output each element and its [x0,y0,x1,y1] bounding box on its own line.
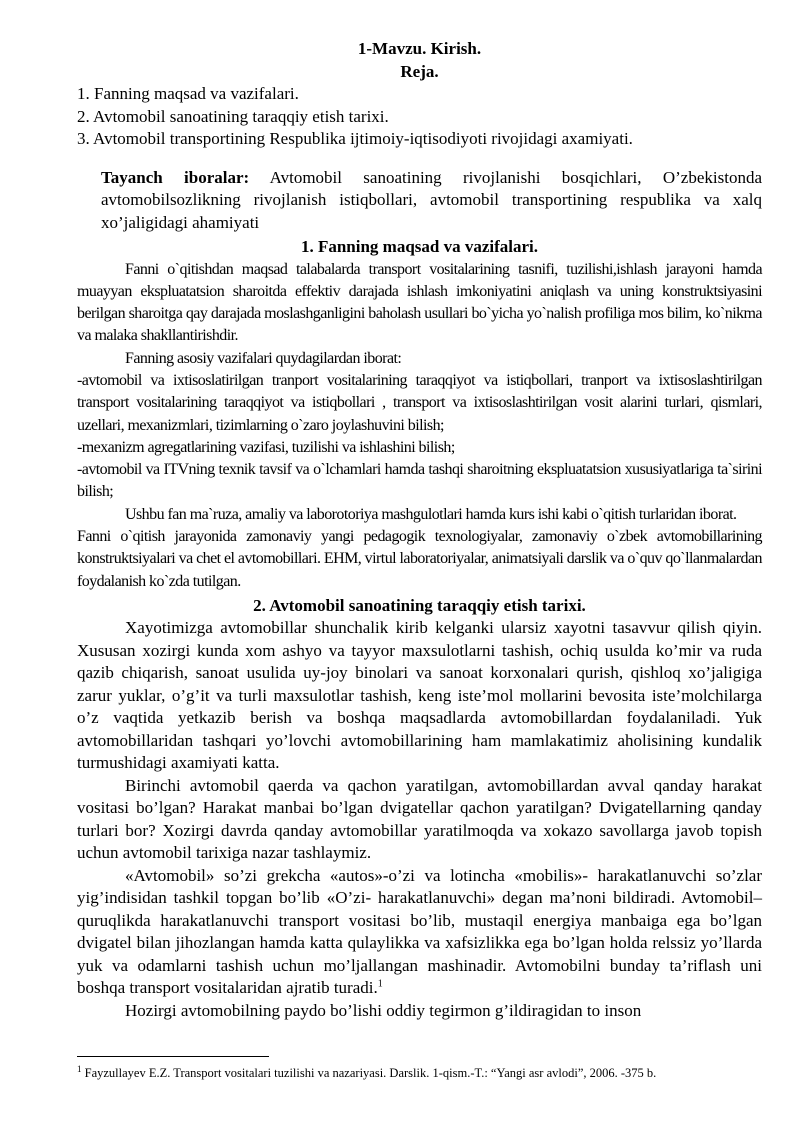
paragraph-text: «Avtomobil» so’zi grekcha «autos»-o’zi va lotincha «mobilis»- harakatlanuvchi so’zlar yig’indisidan tashkil topgan bo’lib «O’zi- harakatlanuvchi» degan ma’noni bildiradi. Avtomobil–quruqlikda harakatlanuvchi transport vositasi bo’lib, mustaqil energiya manbaiga ega bo’lgan dvigatel bilan jihozlangan hamda katta qulaylikka va xafsizlikka ega bo’lgan holda relssiz yo’llarda yuk va odamlarni tashish uchun mo’ljallangan mashinadir. Avtomobilni bunday ta’riflash uni boshqa transport vositalaridan ajratib turadi. [77,865,762,998]
paragraph: Fanning asosiy vazifalari quydagilardan iborat: [125,349,402,367]
document-page [77,38,762,1022]
paragraph: Xayotimizga avtomobillar shunchalik kirib kelganki ularsiz xayotni tasavvur qilish qiyin. Xususan xozirgi kunda xom ashyo va tayyor maxsulotlarni tashish, ochiq usulda ko’mir va ruda qazib chiqarish, sanoat usulida uy-joy binolari va sanoat korxonalari qurish, qishloq xo’jaligiga zarur yuklar, o’g’it va turli maxsulotlar tashish, keng iste’mol mollarini bevosita iste’molchilarga o’z vaqtida yetkazib berish va boshqa maqsadlarda avtomobillardan foydalaniladi. Yuk avtomobillaridan tashqari yo’lovchi avtomobillarining ham mamlakatimiz aholisining kundalik turmushidagi axamiyati katta. [77,618,762,773]
paragraph: Fanni o`qitish jarayonida zamonaviy yangi pedagogik texnologiyalar, zamonaviy o`zbek avtomobillarining konstruktsiyalari va chet el avtomobillari. EHM, virtul laboratoriyalar, animatsiyali darslik va o`quv qo`llanmalardan foydalanish ko`zda tutilgan. [77,528,762,590]
footnote-marker: 1 [77,1063,82,1074]
plan-item: 1. Fanning maqsad va vazifalari. [77,84,299,103]
section-1-heading: 1. Fanning maqsad va vazifalari. [300,237,539,256]
paragraph: -avtomobil va ITVning texnik tavsif va o`lchamlari hamda tashqi sharoitning ekspluatatsion xususiyatlariga ta`sirini bilish; [77,461,762,501]
page-title: 1-Mavzu. Kirish. [357,39,482,58]
footnote-separator [77,1056,269,1057]
paragraph: Ushbu fan ma`ruza, amaliy va laborotoriya mashgulotlari hamda kurs ishi kabi o`qitish turlaridan iborat. [125,505,737,523]
footnote-text: Fayzullayev E.Z. Transport vositalari tuzilishi va nazariyasi. Darslik. 1-qism.-T.: “Yangi asr avlodi”, 2006. -375 b. [81,1066,657,1080]
keywords-block [101,167,762,235]
paragraph: Birinchi avtomobil qaerda va qachon yaratilgan, avtomobillardan avval qanday harakat vositasi bo’lgan? Harakat manbai bo’lgan dvigatellar qachon yaratilgan? Dvigatellarning qanday turlari bor? Xozirgi davrda qanday avtomobillar yaratilmoqda va xokazo savollarga javob topish uchun avtomobil tarixiga nazar tashlaymiz. [77,775,762,863]
keywords-text: Avtomobil sanoatining rivojlanishi bosqichlari, O’zbekistonda avtomobilsozlikning rivojlanish istiqbollari, avtomobil transportining respublika va xalq xo’jaligidagi ahamiyati [101,167,762,232]
plan-list [77,83,762,151]
footnote [77,1063,767,1081]
section-2-heading: 2. Avtomobil sanoatining taraqqiy etish tarixi. [253,595,586,615]
paragraph: Fanni o`qitishdan maqsad talabalarda transport vositalarining tasnifi, tuzilishi,ishlash jarayoni hamda muayyan ekspluatatsion sharoitda effektiv darajada ishlash imkoniyatini aniqlash va uning konstruktsiyasini berilgan sharoitga qay darajada moslashganligini baholash usullari bo`yicha yo`nalish profiliga mos bilim, ko`nikma va malaka shakllantirishdir. [77,260,762,345]
section-1-body [77,259,762,593]
plan-item: 3. Avtomobil transportining Respublika ijtimoiy-iqtisodiyoti rivojidagi axamiyati. [77,129,633,148]
keywords-label: Tayanch iboralar: [101,167,250,187]
paragraph [77,865,762,1000]
plan-heading: Reja. [400,61,439,81]
paragraph: -avtomobil va ixtisoslatirilgan tranport vositalarining taraqqiyot va istiqbollari, tranport va ixtisoslashtirilgan transport vositalarining taraqqiyot va istiqbollari , transport va ixtisoslashtirilgan vosit alarini turlari, qismlari, uzellari, mexanizmlari, tizimlarning o`zaro joylashuvini bilish; [77,371,762,434]
footnote-reference[interactable]: 1 [377,978,383,990]
paragraph: Hozirgi avtomobilning paydo bo’lishi oddiy tegirmon g’ildiragidan to inson [125,1000,642,1020]
paragraph: -mexanizm agregatlarining vazifasi, tuzilishi va ishlashini bilish; [77,438,455,456]
plan-item: 2. Avtomobil sanoatining taraqqiy etish tarixi. [77,106,389,126]
section-2-body [77,617,762,1022]
